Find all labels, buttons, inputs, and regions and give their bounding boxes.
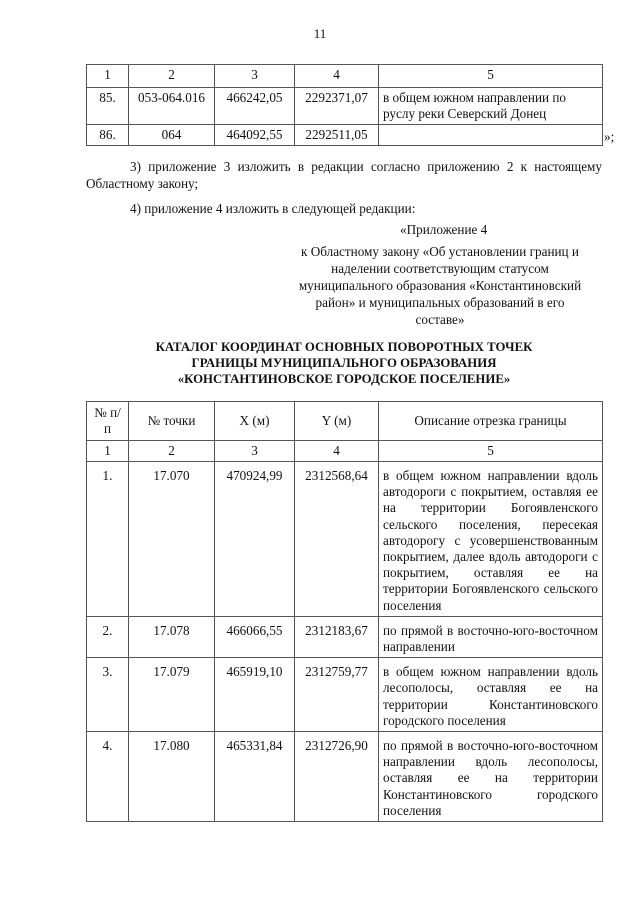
table-row (87, 462, 603, 617)
header-y: Y (м) (295, 402, 379, 441)
column-number: 5 (379, 441, 603, 462)
x-coordinate: 465919,10 (215, 658, 295, 732)
table-header-row (87, 65, 603, 88)
coordinates-table (86, 401, 603, 822)
catalog-title-line: КАТАЛОГ КООРДИНАТ ОСНОВНЫХ ПОВОРОТНЫХ ТОЧЕК (155, 340, 533, 354)
y-coordinate: 2312726,90 (295, 732, 379, 822)
y-coordinate: 2312183,67 (295, 616, 379, 657)
x-coordinate: 464092,55 (215, 125, 295, 146)
amendment-paragraph-4: 4) приложение 4 изложить в следующей редакции: (130, 201, 416, 216)
row-number: 85. (87, 88, 129, 125)
segment-description: в общем южном направлении вдоль автодороги с покрытием, оставляя ее на территории Богоявленского сельского поселения, пересекая автодорогу с усовершенствованным покрытием, далее вдоль автодороги с покрытием, оставляя ее на территории Богоявленского сельского поселения (379, 462, 603, 617)
appendix-note: к Областному закону «Об установлении границ и наделении соответствующим статусом муниципального образования «Константиновский район» и муниципальных образований в его составе» (298, 244, 582, 327)
header-description: Описание отрезка границы (379, 402, 603, 441)
catalog-title-line: ГРАНИЦЫ МУНИЦИПАЛЬНОГО ОБРАЗОВАНИЯ (191, 356, 497, 370)
y-coordinate: 2292511,05 (295, 125, 379, 146)
appendix-title: «Приложение 4 (400, 222, 488, 237)
x-coordinate: 470924,99 (215, 462, 295, 617)
point-id: 053-064.016 (129, 88, 215, 125)
point-id: 17.079 (129, 658, 215, 732)
row-number: 4. (87, 732, 129, 822)
y-coordinate: 2312568,64 (295, 462, 379, 617)
header-x: X (м) (215, 402, 295, 441)
row-number: 2. (87, 616, 129, 657)
header-cell: 3 (215, 65, 295, 88)
table-row (87, 732, 603, 822)
table-row (87, 88, 603, 125)
header-point: № точки (129, 402, 215, 441)
row-number: 86. (87, 125, 129, 146)
catalog-title (86, 339, 602, 387)
column-number-row (87, 441, 603, 462)
column-number: 4 (295, 441, 379, 462)
segment-description: по прямой в восточно-юго-восточном направлении (379, 616, 603, 657)
x-coordinate: 466066,55 (215, 616, 295, 657)
x-coordinate: 465331,84 (215, 732, 295, 822)
column-number: 1 (87, 441, 129, 462)
x-coordinate: 466242,05 (215, 88, 295, 125)
segment-description: в общем южном направлении вдоль лесополосы, оставляя ее на территории Константиновского городского поселения (379, 658, 603, 732)
table-row (87, 616, 603, 657)
row-number: 1. (87, 462, 129, 617)
column-number: 3 (215, 441, 295, 462)
y-coordinate: 2312759,77 (295, 658, 379, 732)
table-row (87, 125, 603, 146)
header-cell: 2 (129, 65, 215, 88)
header-cell: 4 (295, 65, 379, 88)
closing-quote: »; (604, 129, 615, 144)
point-id: 064 (129, 125, 215, 146)
header-cell: 5 (379, 65, 603, 88)
point-id: 17.078 (129, 616, 215, 657)
header-cell: 1 (87, 65, 129, 88)
point-id: 17.080 (129, 732, 215, 822)
segment-description: по прямой в восточно-юго-восточном направлении вдоль лесополосы, оставляя ее на территории Константиновского городского поселения (379, 732, 603, 822)
table-row (87, 658, 603, 732)
row-number: 3. (87, 658, 129, 732)
page-number: 11 (313, 26, 327, 41)
point-id: 17.070 (129, 462, 215, 617)
table-header-row (87, 402, 603, 441)
segment-description: в общем южном направлении по руслу реки Северский Донец (379, 88, 603, 125)
y-coordinate: 2292371,07 (295, 88, 379, 125)
header-number: № п/п (87, 402, 129, 441)
amendment-paragraph-3: 3) приложение 3 изложить в редакции согласно приложению 2 к настоящему Областному закону; (86, 159, 602, 191)
continuation-table (86, 64, 603, 146)
column-number: 2 (129, 441, 215, 462)
catalog-title-line: «КОНСТАНТИНОВСКОЕ ГОРОДСКОЕ ПОСЕЛЕНИЕ» (177, 372, 511, 386)
segment-description (379, 125, 603, 146)
